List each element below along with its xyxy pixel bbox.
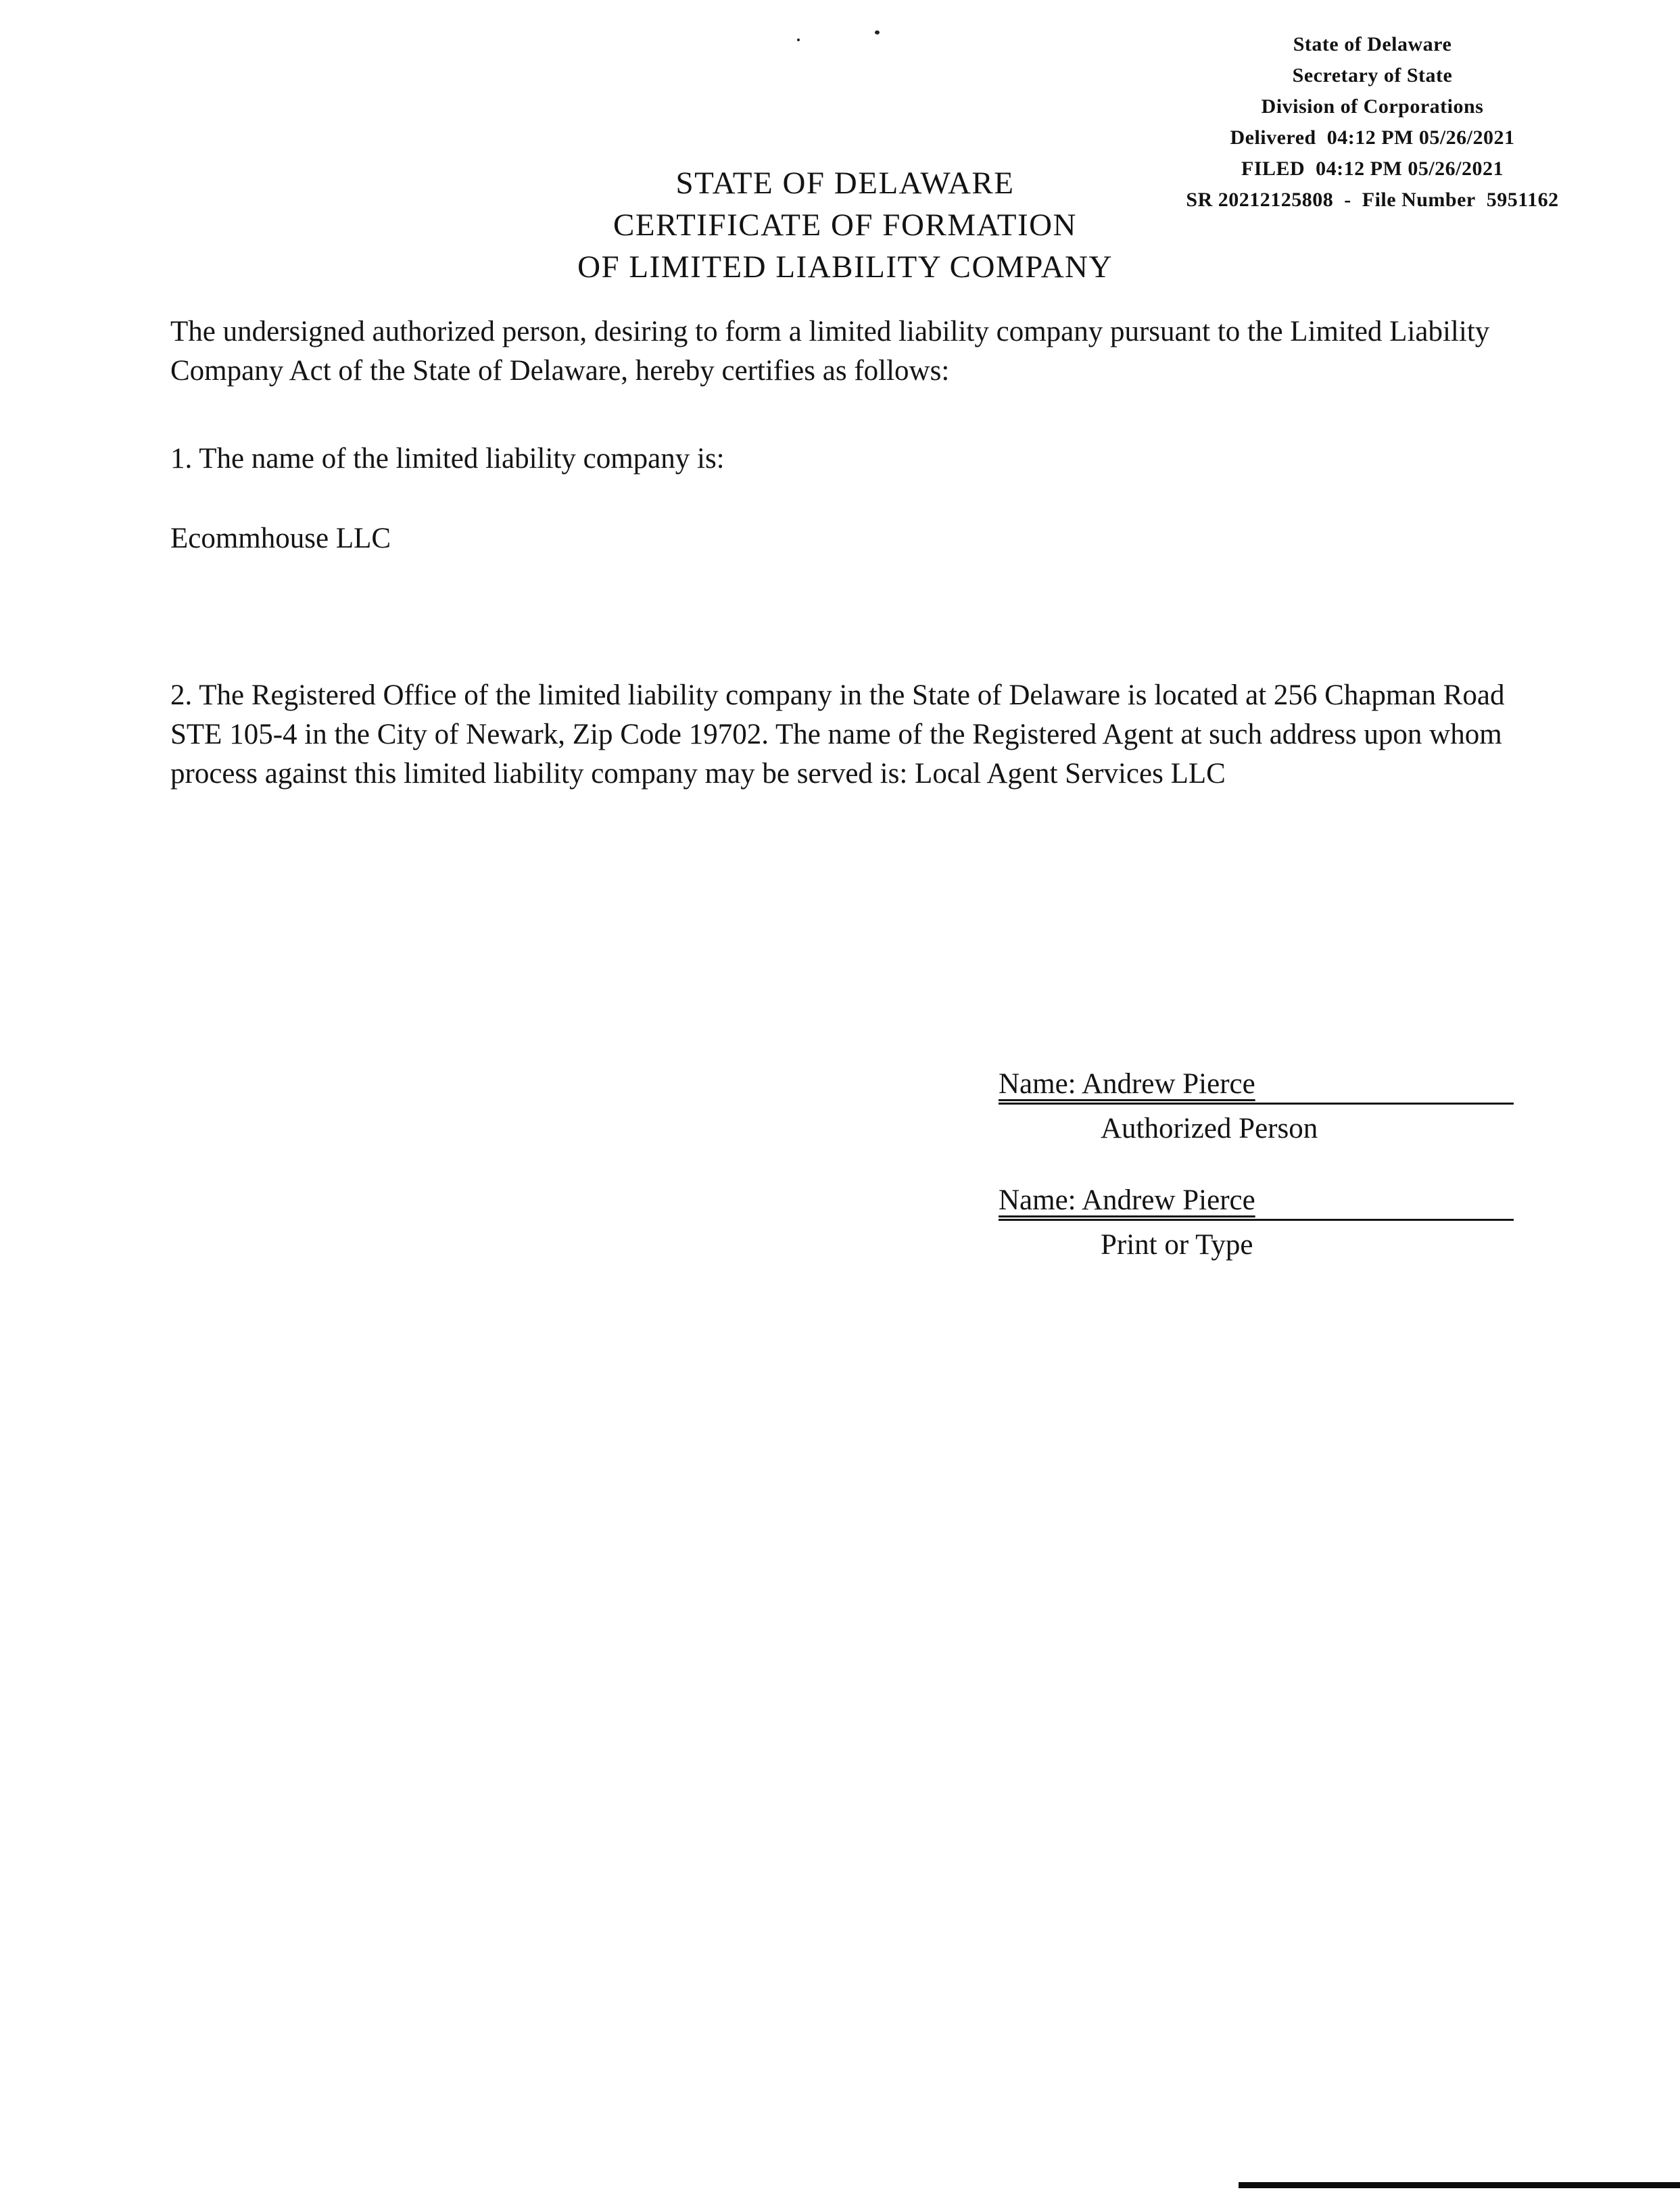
scan-artifact-dot [875,30,880,34]
filing-stamp-line: State of Delaware [1293,33,1452,55]
signature-line-print-or-type [999,1182,1514,1221]
signature-name-authorized: Name: Andrew Pierce [999,1068,1255,1100]
item-2-text: 2. The Registered Office of the limited liability company in the State of Delaware is located at 256 Chapman Road STE 105-4 in the City of Newark, Zip Code 19702. The name of the Registered Agent at such address upon whom process against this limited liability company may be served is: Local Agent Services LLC [170,679,1505,790]
title-line-state: STATE OF DELAWARE [675,166,1015,201]
signature-line-authorized-person [999,1065,1514,1105]
intro-paragraph: The undersigned authorized person, desiring to form a limited liability company pursuant to the Limited Liability Company Act of the State of Delaware, hereby certifies as follows: [170,316,1490,387]
filing-stamp-line: Secretary of State [1292,64,1453,87]
title-line-certificate: CERTIFICATE OF FORMATION [613,208,1077,243]
title-line-llc: OF LIMITED LIABILITY COMPANY [577,249,1113,285]
filing-stamp-line: Delivered 04:12 PM 05/26/2021 [1230,126,1515,149]
filing-stamp-line: SR 20212125808 - File Number 5951162 [1186,189,1559,211]
signature-name-print: Name: Andrew Pierce [999,1184,1255,1216]
signature-role-authorized: Authorized Person [1101,1113,1318,1144]
filing-stamp-line: FILED 04:12 PM 05/26/2021 [1241,158,1504,180]
document-title [0,162,1680,288]
item-1-text: 1. The name of the limited liability company is: [170,443,725,475]
company-name: Ecommhouse LLC [170,523,391,554]
filing-stamp-line: Division of Corporations [1261,95,1484,118]
signature-role-print: Print or Type [1101,1229,1253,1261]
scan-artifact-line [1239,2182,1680,2188]
scan-artifact-dot [797,39,800,41]
